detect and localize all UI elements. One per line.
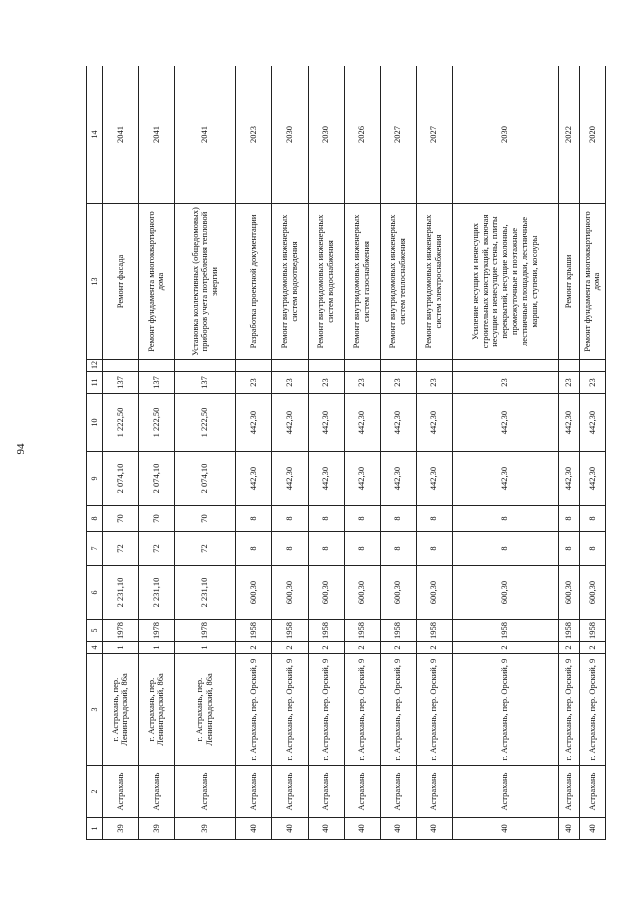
year-built-cell: 1958	[416, 620, 452, 642]
column-number-1: 1	[87, 818, 103, 840]
plan-year-cell: 2027	[416, 66, 452, 204]
column-9-cell: 442,30	[344, 452, 380, 506]
city-cell: Астрахань	[344, 766, 380, 818]
address-cell: г. Астрахань, пер. Орский, 9	[452, 654, 558, 766]
table-row	[308, 66, 344, 840]
total-area-cell: 600,30	[308, 566, 344, 620]
table-row	[236, 66, 272, 840]
plan-year-cell: 2041	[102, 66, 138, 204]
column-9-cell: 442,30	[452, 452, 558, 506]
plan-year-cell: 2020	[579, 66, 605, 204]
row-number-cell: 40	[558, 818, 579, 840]
city-cell: Астрахань	[558, 766, 579, 818]
column-10-cell: 1 222,50	[138, 394, 174, 452]
column-7-cell: 8	[272, 532, 308, 566]
table-row	[380, 66, 416, 840]
capital-repair-table	[86, 66, 606, 840]
category-cell: 2	[579, 642, 605, 654]
row-number-cell: 40	[344, 818, 380, 840]
city-cell: Астрахань	[380, 766, 416, 818]
total-area-cell: 600,30	[579, 566, 605, 620]
category-cell: 2	[272, 642, 308, 654]
table-body	[87, 66, 606, 840]
column-10-cell: 442,30	[558, 394, 579, 452]
row-number-cell: 40	[452, 818, 558, 840]
column-12-cell	[380, 360, 416, 372]
column-7-cell: 8	[308, 532, 344, 566]
column-number-9: 9	[87, 452, 103, 506]
category-cell: 2	[380, 642, 416, 654]
column-7-cell: 8	[579, 532, 605, 566]
work-type-cell: Ремонт фасада	[102, 204, 138, 360]
city-cell: Астрахань	[416, 766, 452, 818]
row-number-cell: 39	[102, 818, 138, 840]
column-7-cell: 72	[174, 532, 235, 566]
year-built-cell: 1958	[579, 620, 605, 642]
column-number-10: 10	[87, 394, 103, 452]
address-cell: г. Астрахань, пер. Орский, 9	[558, 654, 579, 766]
table-row	[416, 66, 452, 840]
column-10-cell: 442,30	[579, 394, 605, 452]
row-number-cell: 40	[272, 818, 308, 840]
column-9-cell: 442,30	[380, 452, 416, 506]
residents-cell: 23	[416, 372, 452, 394]
column-number-12: 12	[87, 360, 103, 372]
column-number-4: 4	[87, 642, 103, 654]
category-cell: 2	[416, 642, 452, 654]
rotated-table-frame	[86, 66, 606, 840]
column-10-cell: 442,30	[344, 394, 380, 452]
row-number-cell: 40	[308, 818, 344, 840]
plan-year-cell: 2027	[380, 66, 416, 204]
work-type-cell: Усиление несущих и ненесущих строительных конструкций, включая несущие и ненесущие стены, плиты перекрытий, несущие колонны, промежуточные и поэтажные лестничные площадки, лестничные марши, ступени, косоуры	[452, 204, 558, 360]
residents-cell: 23	[579, 372, 605, 394]
column-12-cell	[174, 360, 235, 372]
column-number-2: 2	[87, 766, 103, 818]
column-10-cell: 1 222,50	[174, 394, 235, 452]
year-built-cell: 1958	[308, 620, 344, 642]
year-built-cell: 1978	[174, 620, 235, 642]
year-built-cell: 1958	[344, 620, 380, 642]
column-8-cell: 70	[102, 506, 138, 532]
column-8-cell: 70	[138, 506, 174, 532]
total-area-cell: 600,30	[558, 566, 579, 620]
residents-cell: 23	[308, 372, 344, 394]
column-9-cell: 2 074,10	[102, 452, 138, 506]
column-12-cell	[452, 360, 558, 372]
residents-cell: 23	[558, 372, 579, 394]
category-cell: 2	[452, 642, 558, 654]
total-area-cell: 600,30	[236, 566, 272, 620]
column-8-cell: 8	[344, 506, 380, 532]
column-12-cell	[102, 360, 138, 372]
column-number-11: 11	[87, 372, 103, 394]
year-built-cell: 1978	[102, 620, 138, 642]
year-built-cell: 1958	[452, 620, 558, 642]
city-cell: Астрахань	[174, 766, 235, 818]
table-row	[452, 66, 558, 840]
address-cell: г. Астрахань, пер. Орский, 9	[308, 654, 344, 766]
plan-year-cell: 2026	[344, 66, 380, 204]
column-10-cell: 442,30	[452, 394, 558, 452]
year-built-cell: 1958	[236, 620, 272, 642]
column-10-cell: 442,30	[272, 394, 308, 452]
work-type-cell: Ремонт внутридомовых инженерных систем водоснабжения	[308, 204, 344, 360]
city-cell: Астрахань	[272, 766, 308, 818]
column-8-cell: 8	[416, 506, 452, 532]
address-cell: г. Астрахань, пер. Орский, 9	[236, 654, 272, 766]
city-cell: Астрахань	[138, 766, 174, 818]
total-area-cell: 2 231,10	[174, 566, 235, 620]
column-9-cell: 2 074,10	[174, 452, 235, 506]
column-9-cell: 442,30	[579, 452, 605, 506]
column-12-cell	[272, 360, 308, 372]
table-row	[102, 66, 138, 840]
column-7-cell: 8	[452, 532, 558, 566]
residents-cell: 23	[236, 372, 272, 394]
category-cell: 1	[138, 642, 174, 654]
residents-cell: 23	[380, 372, 416, 394]
column-12-cell	[416, 360, 452, 372]
residents-cell: 23	[344, 372, 380, 394]
city-cell: Астрахань	[579, 766, 605, 818]
column-9-cell: 442,30	[272, 452, 308, 506]
column-7-cell: 72	[138, 532, 174, 566]
category-cell: 2	[308, 642, 344, 654]
plan-year-cell: 2022	[558, 66, 579, 204]
work-type-cell: Ремонт внутридомовых инженерных систем теплоснабжения	[380, 204, 416, 360]
column-12-cell	[558, 360, 579, 372]
column-7-cell: 8	[558, 532, 579, 566]
work-type-cell: Ремонт крыши	[558, 204, 579, 360]
column-7-cell: 8	[416, 532, 452, 566]
column-9-cell: 442,30	[416, 452, 452, 506]
column-10-cell: 442,30	[236, 394, 272, 452]
address-cell: г. Астрахань, пер. Орский, 9	[344, 654, 380, 766]
column-12-cell	[344, 360, 380, 372]
year-built-cell: 1958	[380, 620, 416, 642]
work-type-cell: Ремонт внутридомовых инженерных систем электроснабжения	[416, 204, 452, 360]
total-area-cell: 600,30	[452, 566, 558, 620]
plan-year-cell: 2041	[138, 66, 174, 204]
table-row	[174, 66, 235, 840]
column-number-8: 8	[87, 506, 103, 532]
column-10-cell: 442,30	[380, 394, 416, 452]
category-cell: 2	[236, 642, 272, 654]
column-7-cell: 8	[380, 532, 416, 566]
plan-year-cell: 2030	[452, 66, 558, 204]
column-number-5: 5	[87, 620, 103, 642]
table-row	[138, 66, 174, 840]
table-row	[272, 66, 308, 840]
year-built-cell: 1958	[272, 620, 308, 642]
plan-year-cell: 2041	[174, 66, 235, 204]
year-built-cell: 1958	[558, 620, 579, 642]
column-10-cell: 442,30	[308, 394, 344, 452]
category-cell: 2	[344, 642, 380, 654]
work-type-cell: Ремонт внутридомовых инженерных систем газоснабжения	[344, 204, 380, 360]
category-cell: 1	[174, 642, 235, 654]
column-8-cell: 8	[308, 506, 344, 532]
column-12-cell	[236, 360, 272, 372]
city-cell: Астрахань	[102, 766, 138, 818]
address-cell: г. Астрахань, пер. Орский, 9	[380, 654, 416, 766]
column-number-row	[87, 66, 103, 840]
row-number-cell: 39	[174, 818, 235, 840]
plan-year-cell: 2023	[236, 66, 272, 204]
column-12-cell	[579, 360, 605, 372]
residents-cell: 137	[102, 372, 138, 394]
residents-cell: 137	[138, 372, 174, 394]
residents-cell: 137	[174, 372, 235, 394]
total-area-cell: 600,30	[380, 566, 416, 620]
plan-year-cell: 2030	[308, 66, 344, 204]
column-9-cell: 2 074,10	[138, 452, 174, 506]
row-number-cell: 40	[380, 818, 416, 840]
column-8-cell: 8	[452, 506, 558, 532]
column-number-3: 3	[87, 654, 103, 766]
column-number-14: 14	[87, 66, 103, 204]
table-row	[344, 66, 380, 840]
column-9-cell: 442,30	[308, 452, 344, 506]
column-number-7: 7	[87, 532, 103, 566]
row-number-cell: 40	[236, 818, 272, 840]
row-number-cell: 40	[416, 818, 452, 840]
work-type-cell: Ремонт фундамента многоквартирного дома	[138, 204, 174, 360]
row-number-cell: 39	[138, 818, 174, 840]
residents-cell: 23	[452, 372, 558, 394]
column-9-cell: 442,30	[236, 452, 272, 506]
plan-year-cell: 2030	[272, 66, 308, 204]
row-number-cell: 40	[579, 818, 605, 840]
work-type-cell: Установка коллективных (общедомовых) приборов учета потребления тепловой энергии	[174, 204, 235, 360]
column-8-cell: 8	[236, 506, 272, 532]
city-cell: Астрахань	[308, 766, 344, 818]
table-row	[558, 66, 579, 840]
column-7-cell: 72	[102, 532, 138, 566]
category-cell: 1	[102, 642, 138, 654]
year-built-cell: 1978	[138, 620, 174, 642]
column-10-cell: 442,30	[416, 394, 452, 452]
column-number-13: 13	[87, 204, 103, 360]
column-number-6: 6	[87, 566, 103, 620]
category-cell: 2	[558, 642, 579, 654]
column-8-cell: 8	[272, 506, 308, 532]
column-7-cell: 8	[236, 532, 272, 566]
total-area-cell: 2 231,10	[138, 566, 174, 620]
work-type-cell: Ремонт внутридомовых инженерных систем водоотведения	[272, 204, 308, 360]
column-9-cell: 442,30	[558, 452, 579, 506]
address-cell: г. Астрахань, пер. Ленинградский, 86а	[102, 654, 138, 766]
address-cell: г. Астрахань, пер. Орский, 9	[272, 654, 308, 766]
total-area-cell: 2 231,10	[102, 566, 138, 620]
column-8-cell: 8	[579, 506, 605, 532]
address-cell: г. Астрахань, пер. Ленинградский, 86а	[174, 654, 235, 766]
table-row	[579, 66, 605, 840]
column-12-cell	[308, 360, 344, 372]
column-12-cell	[138, 360, 174, 372]
address-cell: г. Астрахань, пер. Орский, 9	[416, 654, 452, 766]
column-8-cell: 8	[380, 506, 416, 532]
column-10-cell: 1 222,50	[102, 394, 138, 452]
residents-cell: 23	[272, 372, 308, 394]
address-cell: г. Астрахань, пер. Орский, 9	[579, 654, 605, 766]
total-area-cell: 600,30	[416, 566, 452, 620]
column-8-cell: 8	[558, 506, 579, 532]
city-cell: Астрахань	[236, 766, 272, 818]
city-cell: Астрахань	[452, 766, 558, 818]
column-8-cell: 70	[174, 506, 235, 532]
total-area-cell: 600,30	[344, 566, 380, 620]
work-type-cell: Разработка проектной документации	[236, 204, 272, 360]
column-7-cell: 8	[344, 532, 380, 566]
address-cell: г. Астрахань, пер. Ленинградский, 86а	[138, 654, 174, 766]
work-type-cell: Ремонт фундамента многоквартирного дома	[579, 204, 605, 360]
total-area-cell: 600,30	[272, 566, 308, 620]
page-number: 94	[15, 443, 27, 455]
